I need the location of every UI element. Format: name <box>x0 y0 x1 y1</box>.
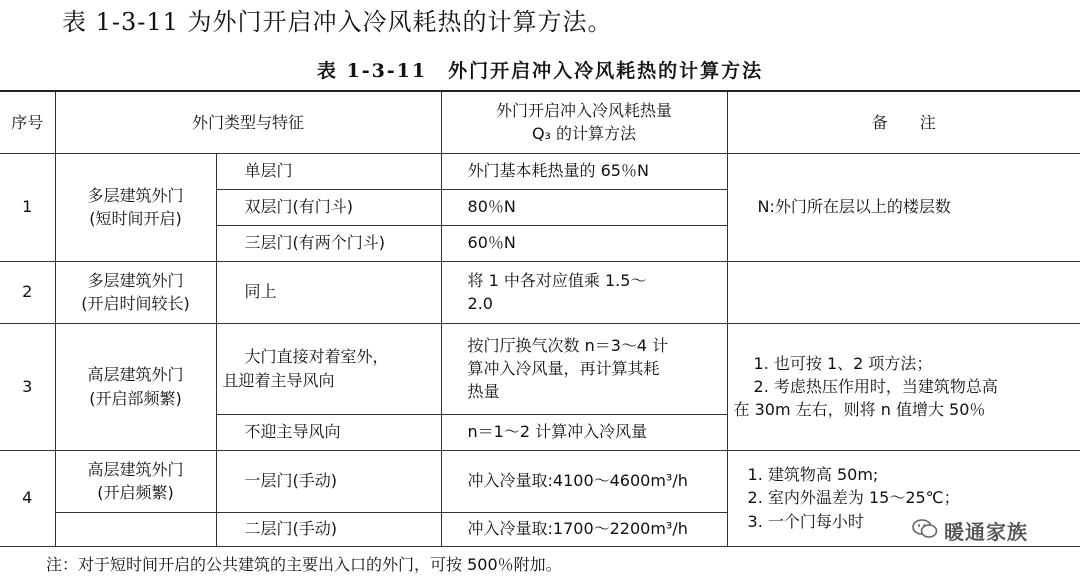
door-type: 双层门(有门斗) <box>216 189 441 225</box>
remark <box>727 261 1080 323</box>
method-line: 将 1 中各对应值乘 1.5～ <box>467 270 647 290</box>
remark: N:外门所在层以上的楼层数 <box>727 153 1080 261</box>
header-no: 序号 <box>0 92 55 153</box>
table-title: 表 1-3-11 外门开启冲入冷风耗热的计算方法 <box>316 60 764 82</box>
calc-method <box>441 323 727 414</box>
method-line: 算冲入冷风量，再计算其耗 <box>467 358 660 378</box>
category-line: 高层建筑外门 <box>87 459 184 479</box>
category-line: (短时间开启) <box>89 209 182 228</box>
header-method-line2: Q₃ 的计算方法 <box>531 124 637 144</box>
door-type: 三层门(有两个门斗) <box>216 225 441 261</box>
remark-line: 2. 室内外温差为 15～25℃； <box>747 488 960 508</box>
remark <box>727 323 1080 450</box>
header-method-line1: 外门开启冲入冷风耗热量 <box>496 101 673 121</box>
table-row <box>0 323 1080 414</box>
header-row <box>0 92 1080 153</box>
door-type <box>216 323 441 414</box>
table-row <box>0 450 1080 512</box>
row-category <box>55 450 216 512</box>
calc-method: 冲入冷量取:4100～4600m³/h <box>441 450 727 512</box>
method-line: 2.0 <box>467 294 493 313</box>
method-line: 热量 <box>467 382 500 402</box>
header-method <box>441 92 727 153</box>
header-type: 外门类型与特征 <box>55 92 441 153</box>
door-type: 二层门(手动) <box>216 512 441 546</box>
footnote: 注：对于短时间开启的公共建筑的主要出入口的外门，可按 500％附加。 <box>46 555 562 574</box>
calc-method: 外门基本耗热量的 65％N <box>441 153 727 189</box>
row-no: 2 <box>0 261 55 323</box>
wechat-icon <box>912 519 938 539</box>
table-row <box>0 153 1080 189</box>
row-category <box>55 153 216 261</box>
calc-method: n＝1～2 计算冲入冷风量 <box>441 414 727 450</box>
door-type: 一层门(手动) <box>216 450 441 512</box>
door-type: 同上 <box>216 261 441 323</box>
row-no: 3 <box>0 323 55 450</box>
calc-method: 冲入冷量取:1700～2200m³/h <box>441 512 727 546</box>
category-line: 多层建筑外门 <box>87 185 184 205</box>
row-no: 4 <box>0 450 55 546</box>
intro-text: 表 1-3-11 为外门开启冲入冷风耗热的计算方法。 <box>62 8 613 36</box>
calc-method <box>441 261 727 323</box>
category-line: (开启时间较长) <box>81 294 190 313</box>
row-category <box>55 323 216 450</box>
type-line: 大门直接对着室外， <box>244 347 389 367</box>
watermark-text: 暖通家族 <box>942 516 1030 545</box>
category-line: (开启频繁) <box>97 483 174 502</box>
calc-method: 80％N <box>441 189 727 225</box>
row-category-empty <box>55 512 216 546</box>
remark-line: 3. 一个门每小时 <box>747 511 864 531</box>
category-line: (开启部频繁) <box>89 388 182 408</box>
remark-line: 2. 考虑热压作用时，当建筑物总高 <box>753 376 998 396</box>
category-line: 多层建筑外门 <box>87 270 184 290</box>
remark-line: 1. 也可按 1、2 项方法； <box>753 353 933 373</box>
door-type: 不迎主导风向 <box>216 414 441 450</box>
category-line: 高层建筑外门 <box>87 365 184 385</box>
row-no: 1 <box>0 153 55 261</box>
heat-loss-table <box>0 92 1080 547</box>
type-line: 且迎着主导风向 <box>222 370 335 390</box>
remark-line: 1. 建筑物高 50m; <box>747 465 879 485</box>
row-category <box>55 261 216 323</box>
header-remark: 备 注 <box>727 92 1080 153</box>
door-type: 单层门 <box>216 153 441 189</box>
table-row <box>0 261 1080 323</box>
calc-method: 60％N <box>441 225 727 261</box>
remark-line: 在 30m 左右，则将 n 值增大 50％ <box>733 400 986 420</box>
method-line: 按门厅换气次数 n＝3～4 计 <box>467 335 669 355</box>
